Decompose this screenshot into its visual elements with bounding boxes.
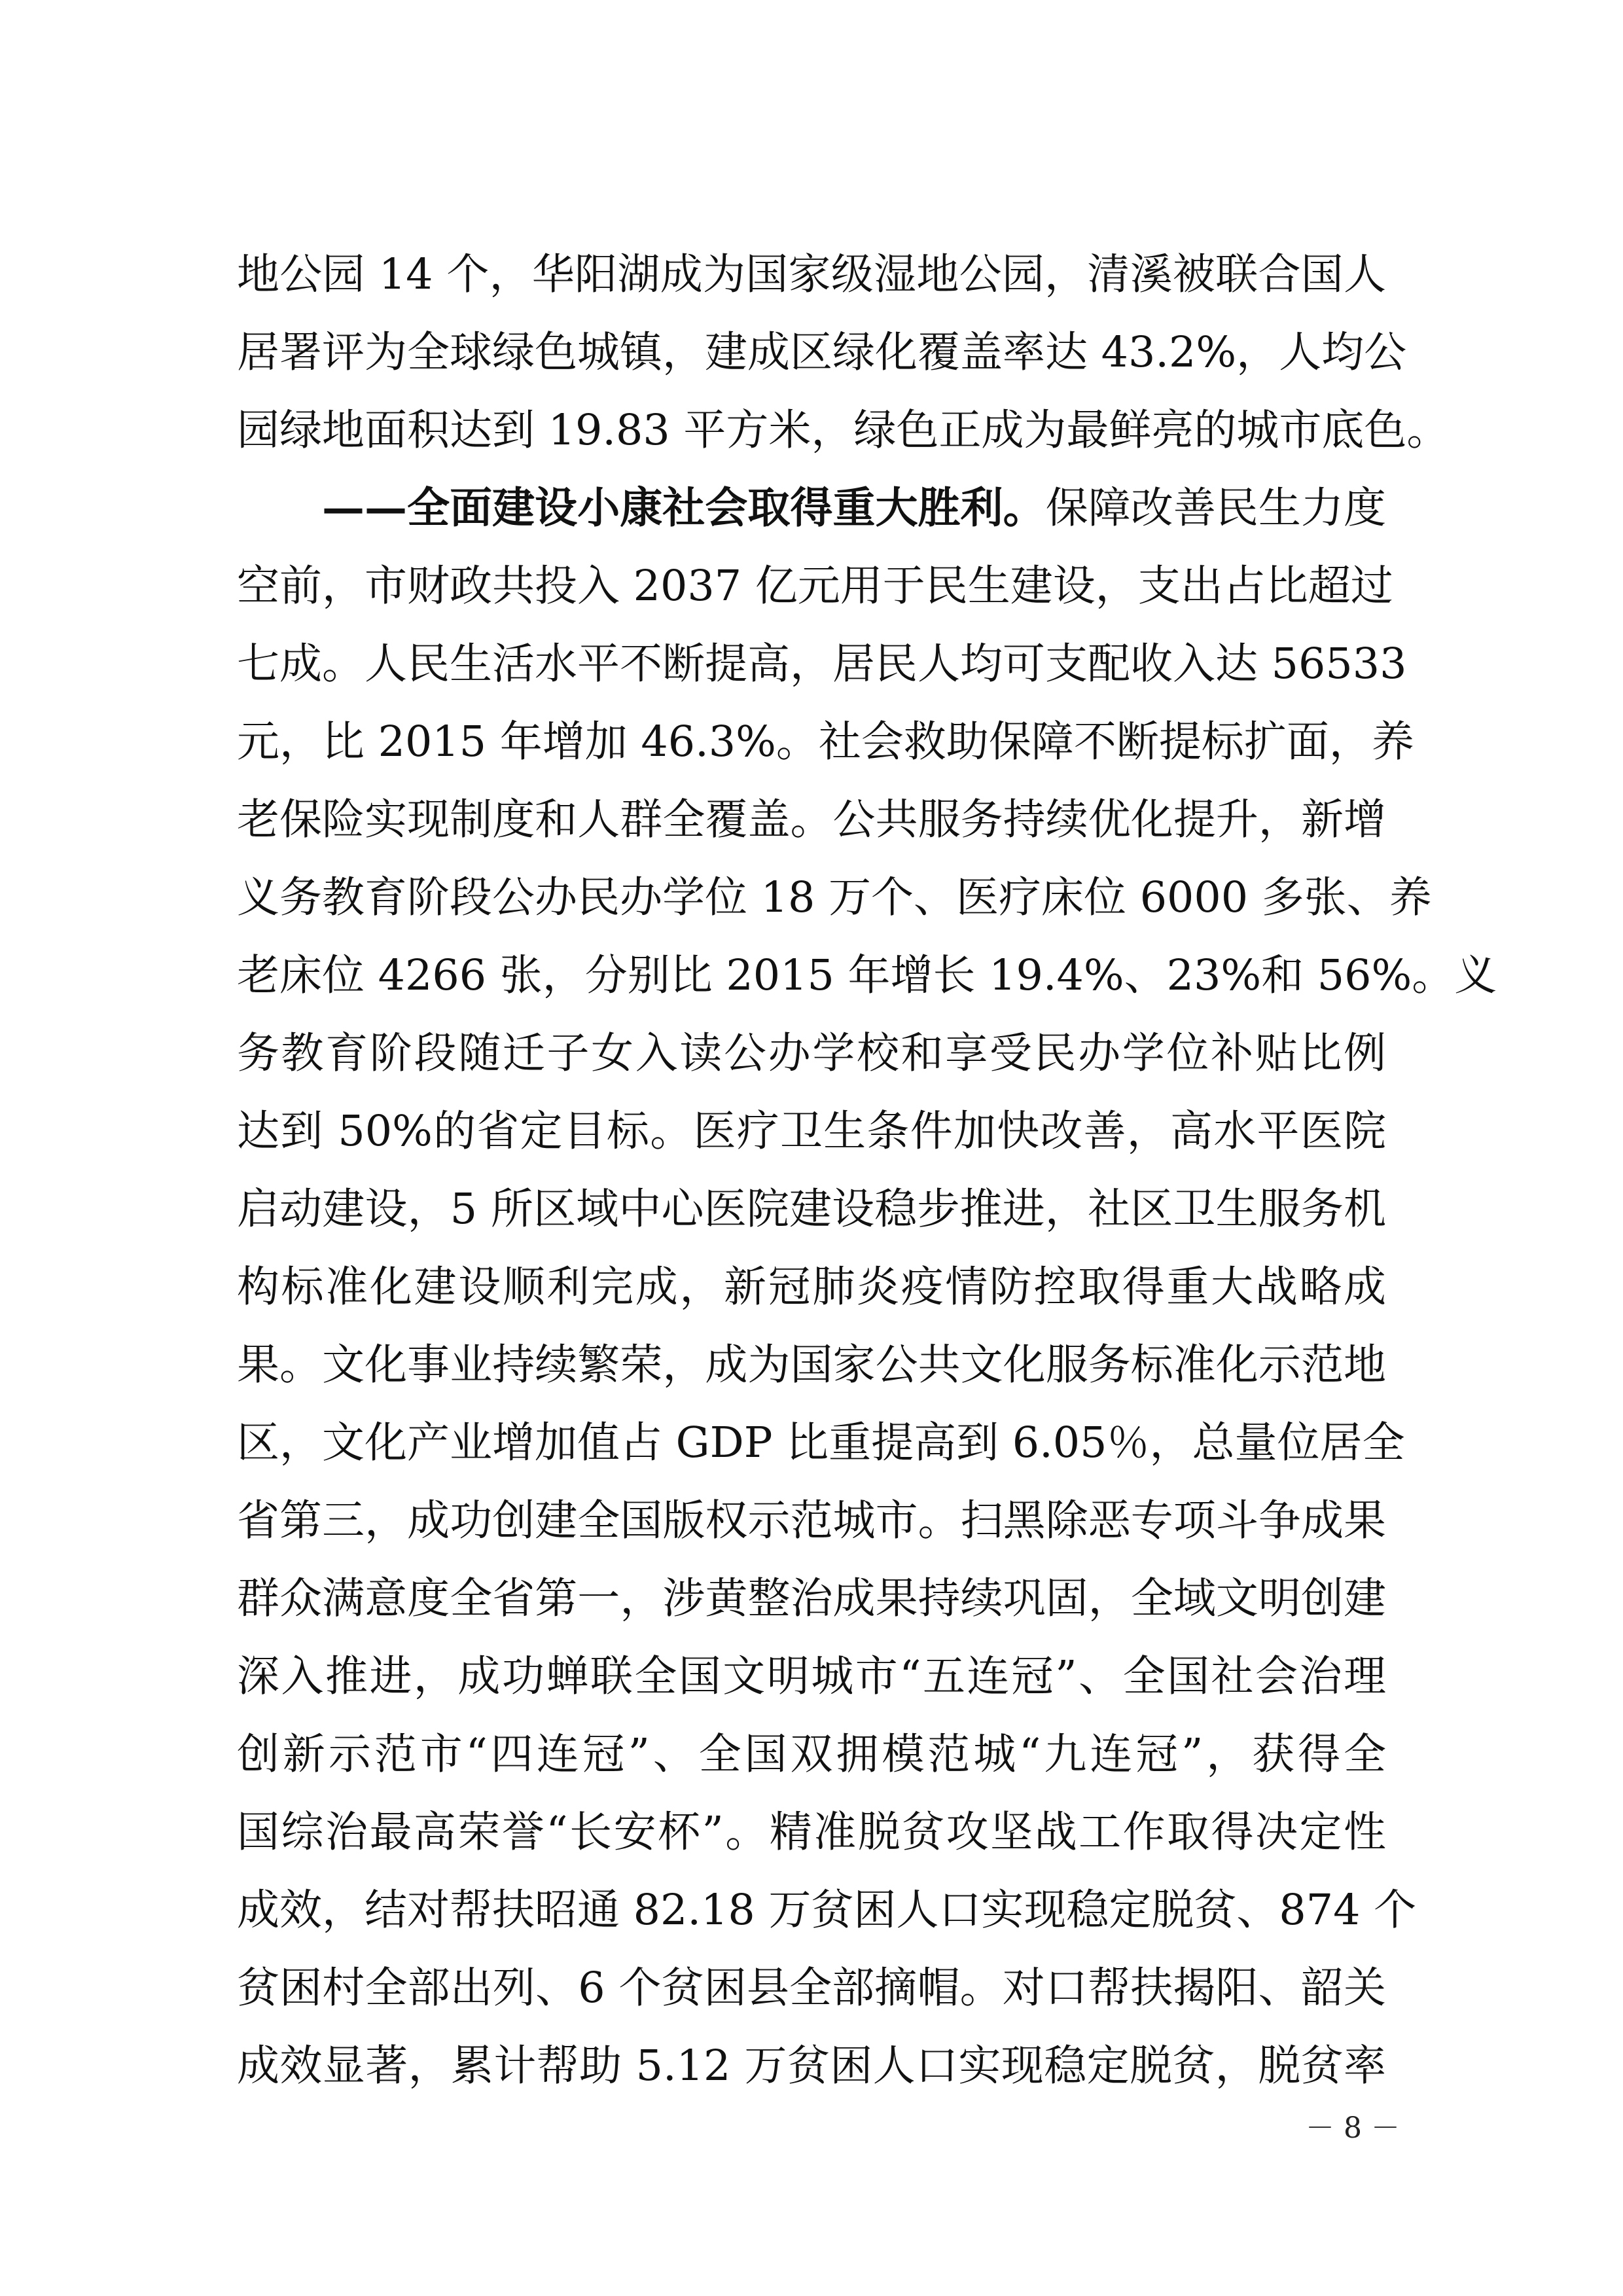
text-line: 老床位 4266 张，分别比 2015 年增长 19.4%、23%和 56%。义 [237,951,1497,1000]
page-number: － 8 － [1306,2111,1400,2145]
text-line: 国综治最高荣誉“长安杯”。精准脱贫攻坚战工作取得决定性 [237,1808,1386,1857]
text-line: 群众满意度全省第一，涉黄整治成果持续巩固，全域文明创建 [237,1574,1386,1623]
section-heading-line [237,469,1386,547]
body-text [237,236,1497,2105]
text-line: 构标准化建设顺利完成，新冠肺炎疫情防控取得重大战略成 [237,1263,1386,1312]
text-line: 空前，市财政共投入 2037 亿元用于民生建设，支出占比超过 [237,562,1393,611]
text-line: 区，文化产业增加值占 GDP 比重提高到 6.05％，总量位居全 [237,1418,1405,1467]
text-line: 保障改善民生力度 [1045,484,1386,533]
text-line: 七成。人民生活水平不断提高，居民人均可支配收入达 56533 [237,639,1407,689]
text-line: 成效，结对帮扶昭通 82.18 万贫困人口实现稳定脱贫、874 个 [237,1886,1417,1935]
text-line: 居署评为全球绿色城镇，建成区绿化覆盖率达 43.2%，人均公 [237,328,1407,377]
text-line: 务教育阶段随迁子女入读公办学校和享受民办学位补贴比例 [237,1029,1386,1078]
text-line: 义务教育阶段公办民办学位 18 万个、医疗床位 6000 多张、养 [237,873,1432,922]
text-line: 元，比 2015 年增加 46.3%。社会救助保障不断提标扩面，养 [237,717,1414,766]
text-line: 启动建设，5 所区域中心医院建设稳步推进，社区卫生服务机 [237,1185,1386,1234]
text-line: 深入推进，成功蝉联全国文明城市“五连冠”、全国社会治理 [237,1652,1386,1701]
text-line: 果。文化事业持续繁荣，成为国家公共文化服务标准化示范地 [237,1340,1386,1390]
text-line: 创新示范市“四连冠”、全国双拥模范城“九连冠”，获得全 [237,1730,1386,1779]
text-line: 老保险实现制度和人群全覆盖。公共服务持续优化提升，新增 [237,795,1386,844]
text-line: 省第三，成功创建全国版权示范城市。扫黑除恶专项斗争成果 [237,1496,1386,1545]
text-line: 贫困村全部出列、6 个贫困县全部摘帽。对口帮扶揭阳、韶关 [237,1964,1386,2013]
text-line: 园绿地面积达到 19.83 平方米，绿色正成为最鲜亮的城市底色。 [237,406,1450,455]
text-line: 成效显著，累计帮助 5.12 万贫困人口实现稳定脱贫，脱贫率 [237,2041,1386,2090]
text-line: 地公园 14 个，华阳湖成为国家级湿地公园，清溪被联合国人 [237,250,1386,299]
text-line: 达到 50%的省定目标。医疗卫生条件加快改善，高水平医院 [237,1107,1386,1156]
section-heading: ——全面建设小康社会取得重大胜利。 [322,483,1046,533]
